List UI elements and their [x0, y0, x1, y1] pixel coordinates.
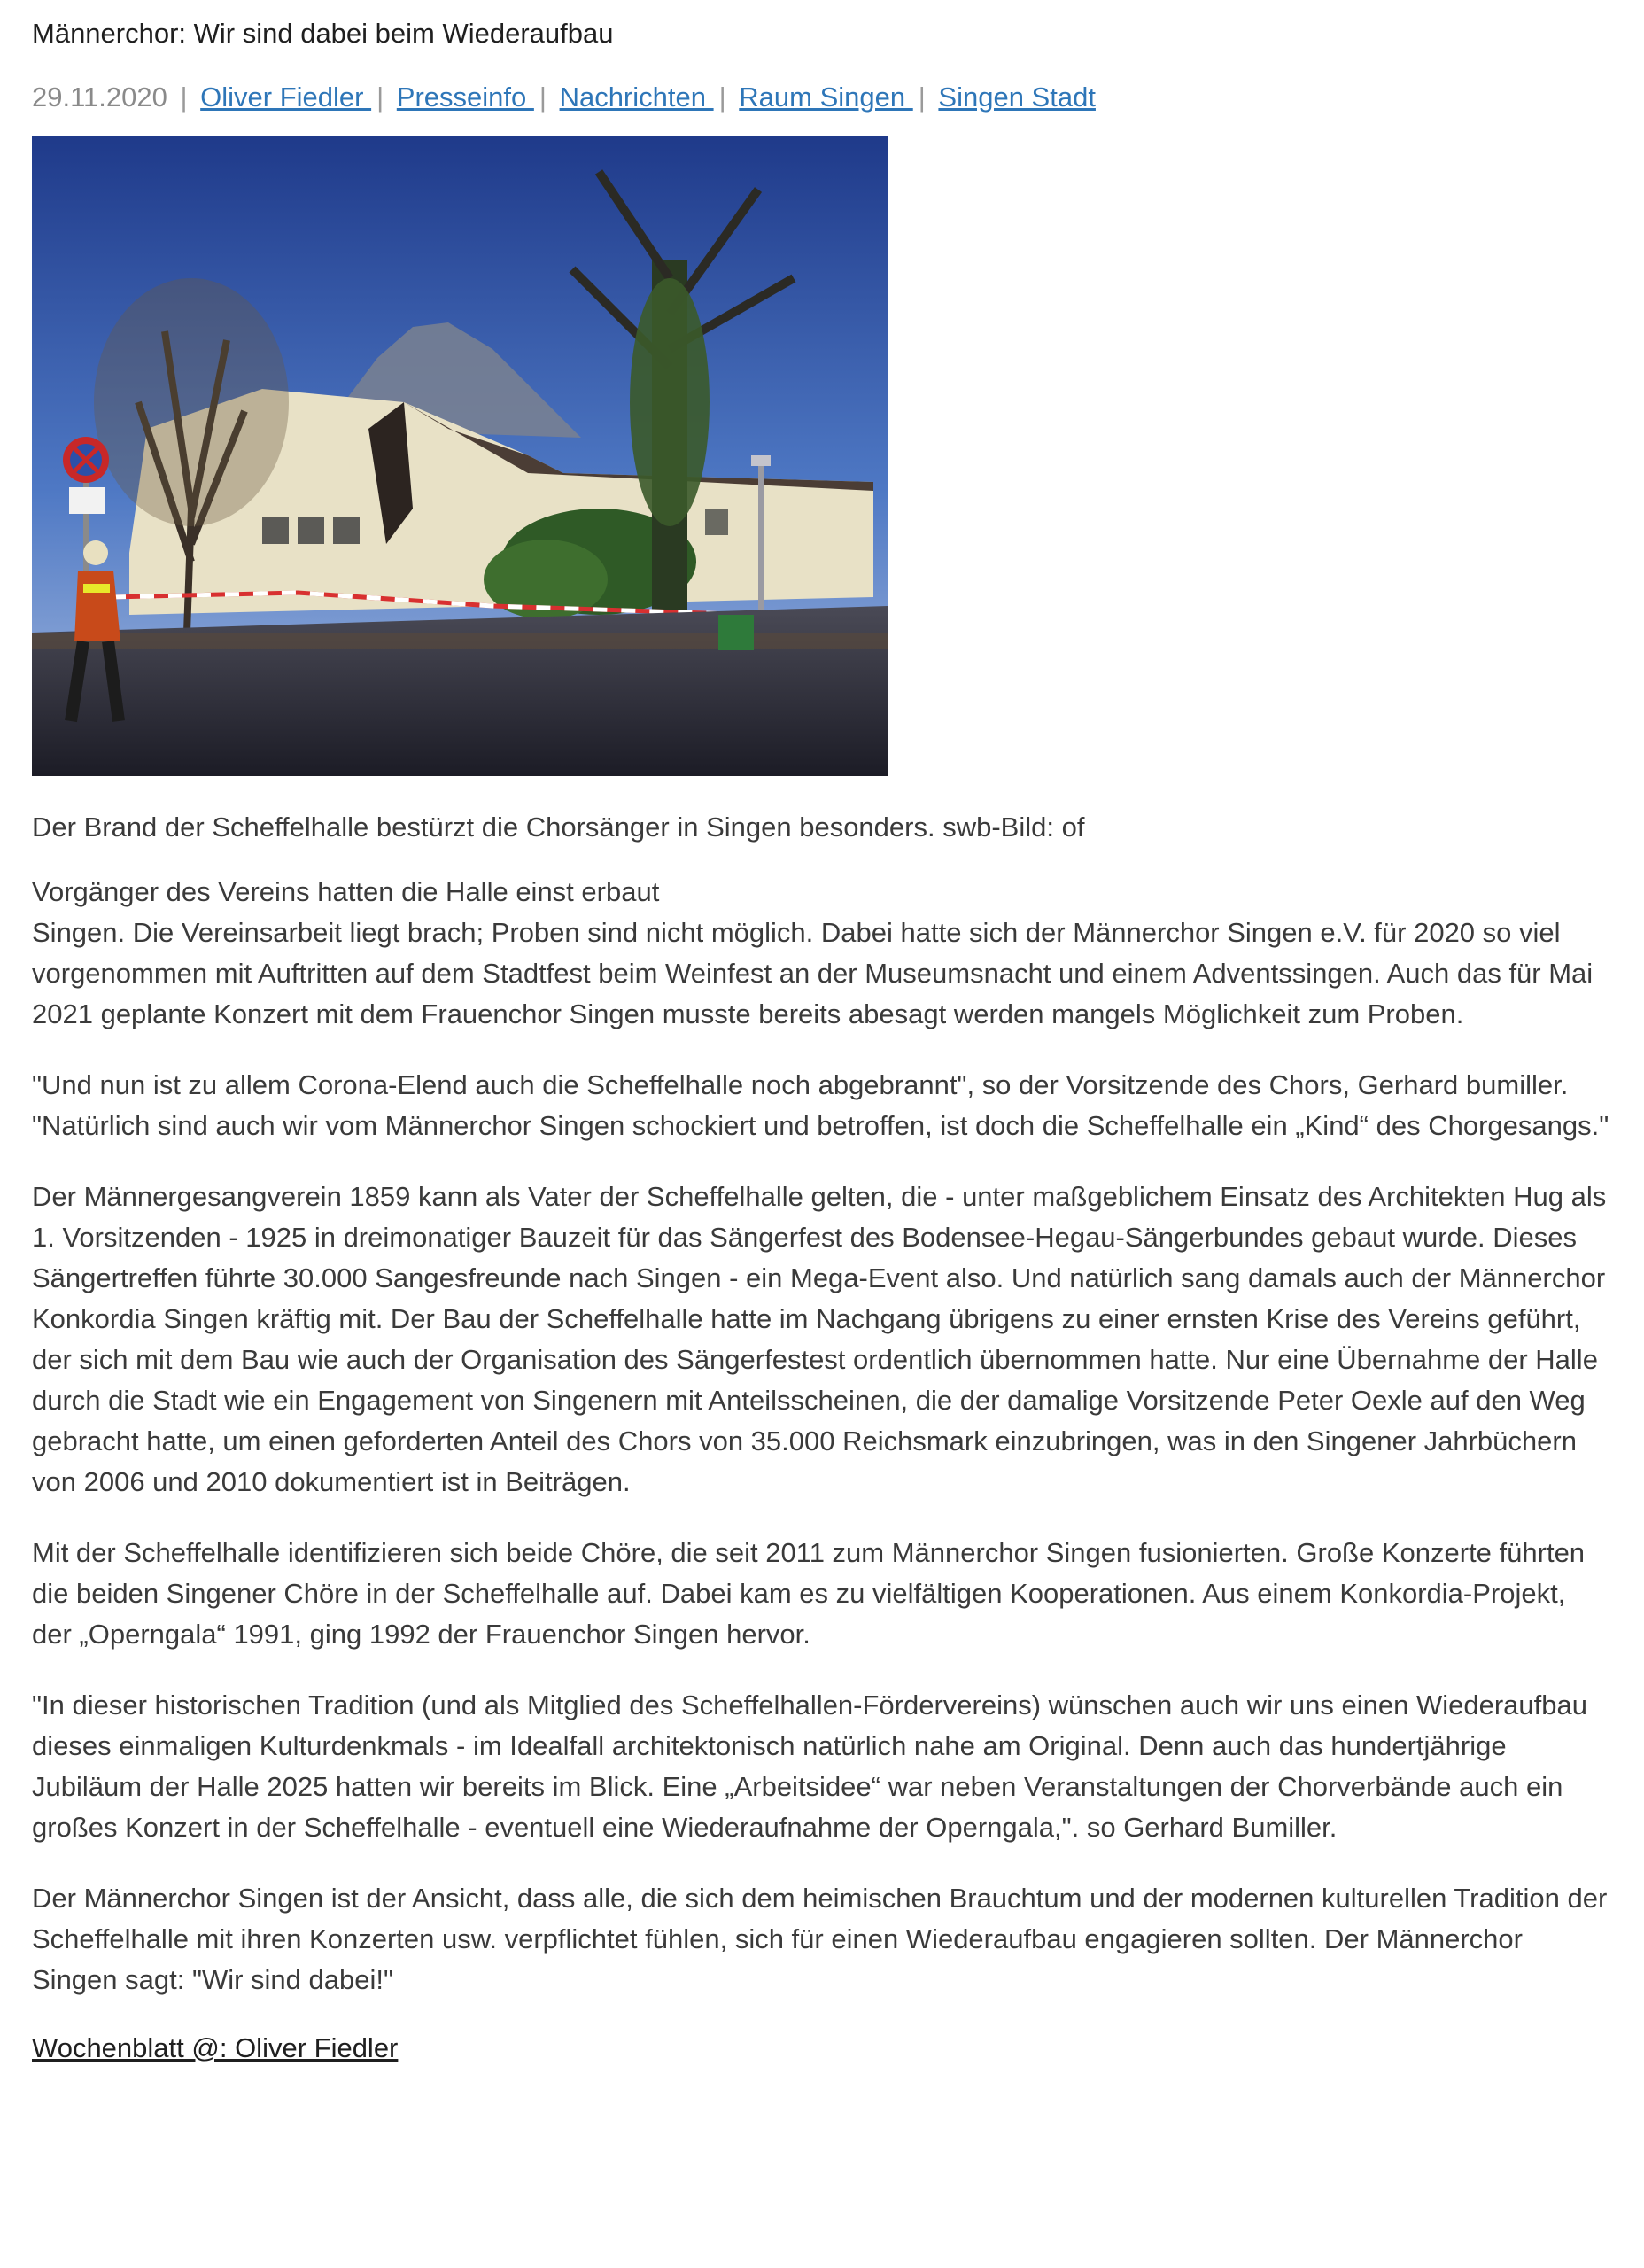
article-paragraph: Mit der Scheffelhalle identifizieren sich beide Chöre, die seit 2011 zum Männerchor Singen fusionierten. Große Konzerte führten die beiden Singener Chöre in der Scheffelhalle auf. Dabei kam es zu vielfältigen Kooperationen. Aus einem Konkordia-Projekt, der „Operngala“ 1991, ging 1992 der Frauenchor Singen hervor.	[32, 1537, 1586, 1650]
meta-separator: |	[718, 82, 726, 113]
footer-author-link[interactable]: Wochenblatt @: Oliver Fiedler	[32, 2032, 399, 2063]
meta-separator: |	[539, 82, 547, 113]
article-paragraph: Der Männerchor Singen ist der Ansicht, dass alle, die sich dem heimischen Brauchtum und der modernen kulturellen Tradition der Scheffelhalle mit ihren Konzerten usw. verpflichtet fühlen, sich für einen Wiederaufbau engagieren sollten. Der Männerchor Singen sagt: "Wir sind dabei!"	[32, 1883, 1608, 1995]
author-link[interactable]: Oliver Fiedler	[200, 82, 372, 113]
article-meta	[32, 80, 1612, 115]
article-title: Männerchor: Wir sind dabei beim Wiederaufbau	[32, 18, 614, 49]
article-paragraph: "In dieser historischen Tradition (und als Mitglied des Scheffelhallen-Fördervereins) wünschen auch wir uns einen Wiederaufbau dieses einmaligen Kulturdenkmals - im Idealfall architektonisch natürlich nahe am Original. Denn auch das hundertjährige Jubiläum der Halle 2025 hatten wir bereits im Blick. Eine „Arbeitsidee“ war neben Veranstaltungen der Chorverbände auch ein großes Konzert in der Scheffelhalle - eventuell eine Wiederaufnahme der Operngala,". so Gerhard Bumiller.	[32, 1689, 1587, 1843]
article-body	[32, 872, 1612, 2000]
article-photo	[32, 136, 888, 776]
category-link-presseinfo[interactable]: Presseinfo	[396, 82, 534, 113]
category-link-raum-singen[interactable]: Raum Singen	[739, 82, 913, 113]
category-link-nachrichten[interactable]: Nachrichten	[559, 82, 714, 113]
image-caption: Der Brand der Scheffelhalle bestürzt die Chorsänger in Singen besonders. swb-Bild: of	[32, 812, 1085, 843]
meta-separator: |	[918, 82, 926, 113]
article-paragraph: "Und nun ist zu allem Corona-Elend auch die Scheffelhalle noch abgebrannt", so der Vorsitzende des Chors, Gerhard bumiller. "Natürlich sind auch wir vom Männerchor Singen schockiert und betroffen, ist doch die Scheffelhalle ein „Kind“ des Chorgesangs."	[32, 1069, 1609, 1141]
article-subheading: Vorgänger des Vereins hatten die Halle einst erbaut	[32, 876, 660, 907]
category-link-singen-stadt[interactable]: Singen Stadt	[938, 82, 1096, 113]
meta-separator: |	[180, 82, 188, 113]
article-date: 29.11.2020	[32, 82, 167, 113]
article-paragraph: Singen. Die Vereinsarbeit liegt brach; Proben sind nicht möglich. Dabei hatte sich der Männerchor Singen e.V. für 2020 so viel vorgenommen mit Auftritten auf dem Stadtfest beim Weinfest an der Museumsnacht und einem Adventssingen. Auch das für Mai 2021 geplante Konzert mit dem Frauenchor Singen musste bereits abesagt werden mangels Möglichkeit zum Proben.	[32, 917, 1594, 1029]
article-paragraph: Der Männergesangverein 1859 kann als Vater der Scheffelhalle gelten, die - unter maßgeblichem Einsatz des Architekten Hug als 1. Vorsitzenden - 1925 in dreimonatiger Bauzeit für das Sängerfest des Bodensee-Hegau-Sängerbundes gebaut wurde. Dieses Sängertreffen führte 30.000 Sangesfreunde nach Singen - ein Mega-Event also. Und natürlich sang damals auch der Männerchor Konkordia Singen kräftig mit. Der Bau der Scheffelhalle hatte im Nachgang übrigens zu einer ernsten Krise des Vereins geführt, der sich mit dem Bau wie auch der Organisation des Sängerfestest ordentlich übernommen hatte. Nur eine Übernahme der Halle durch die Stadt wie ein Engagement von Singenern mit Anteilsscheinen, die der damalige Vorsitzende Peter Oexle auf den Weg gebracht hatte, um einen geforderten Anteil des Chors von 35.000 Reichsmark einzubringen, was in den Singener Jahrbüchern von 2006 und 2010 dokumentiert ist in Beiträgen.	[32, 1181, 1607, 1497]
meta-separator: |	[376, 82, 384, 113]
